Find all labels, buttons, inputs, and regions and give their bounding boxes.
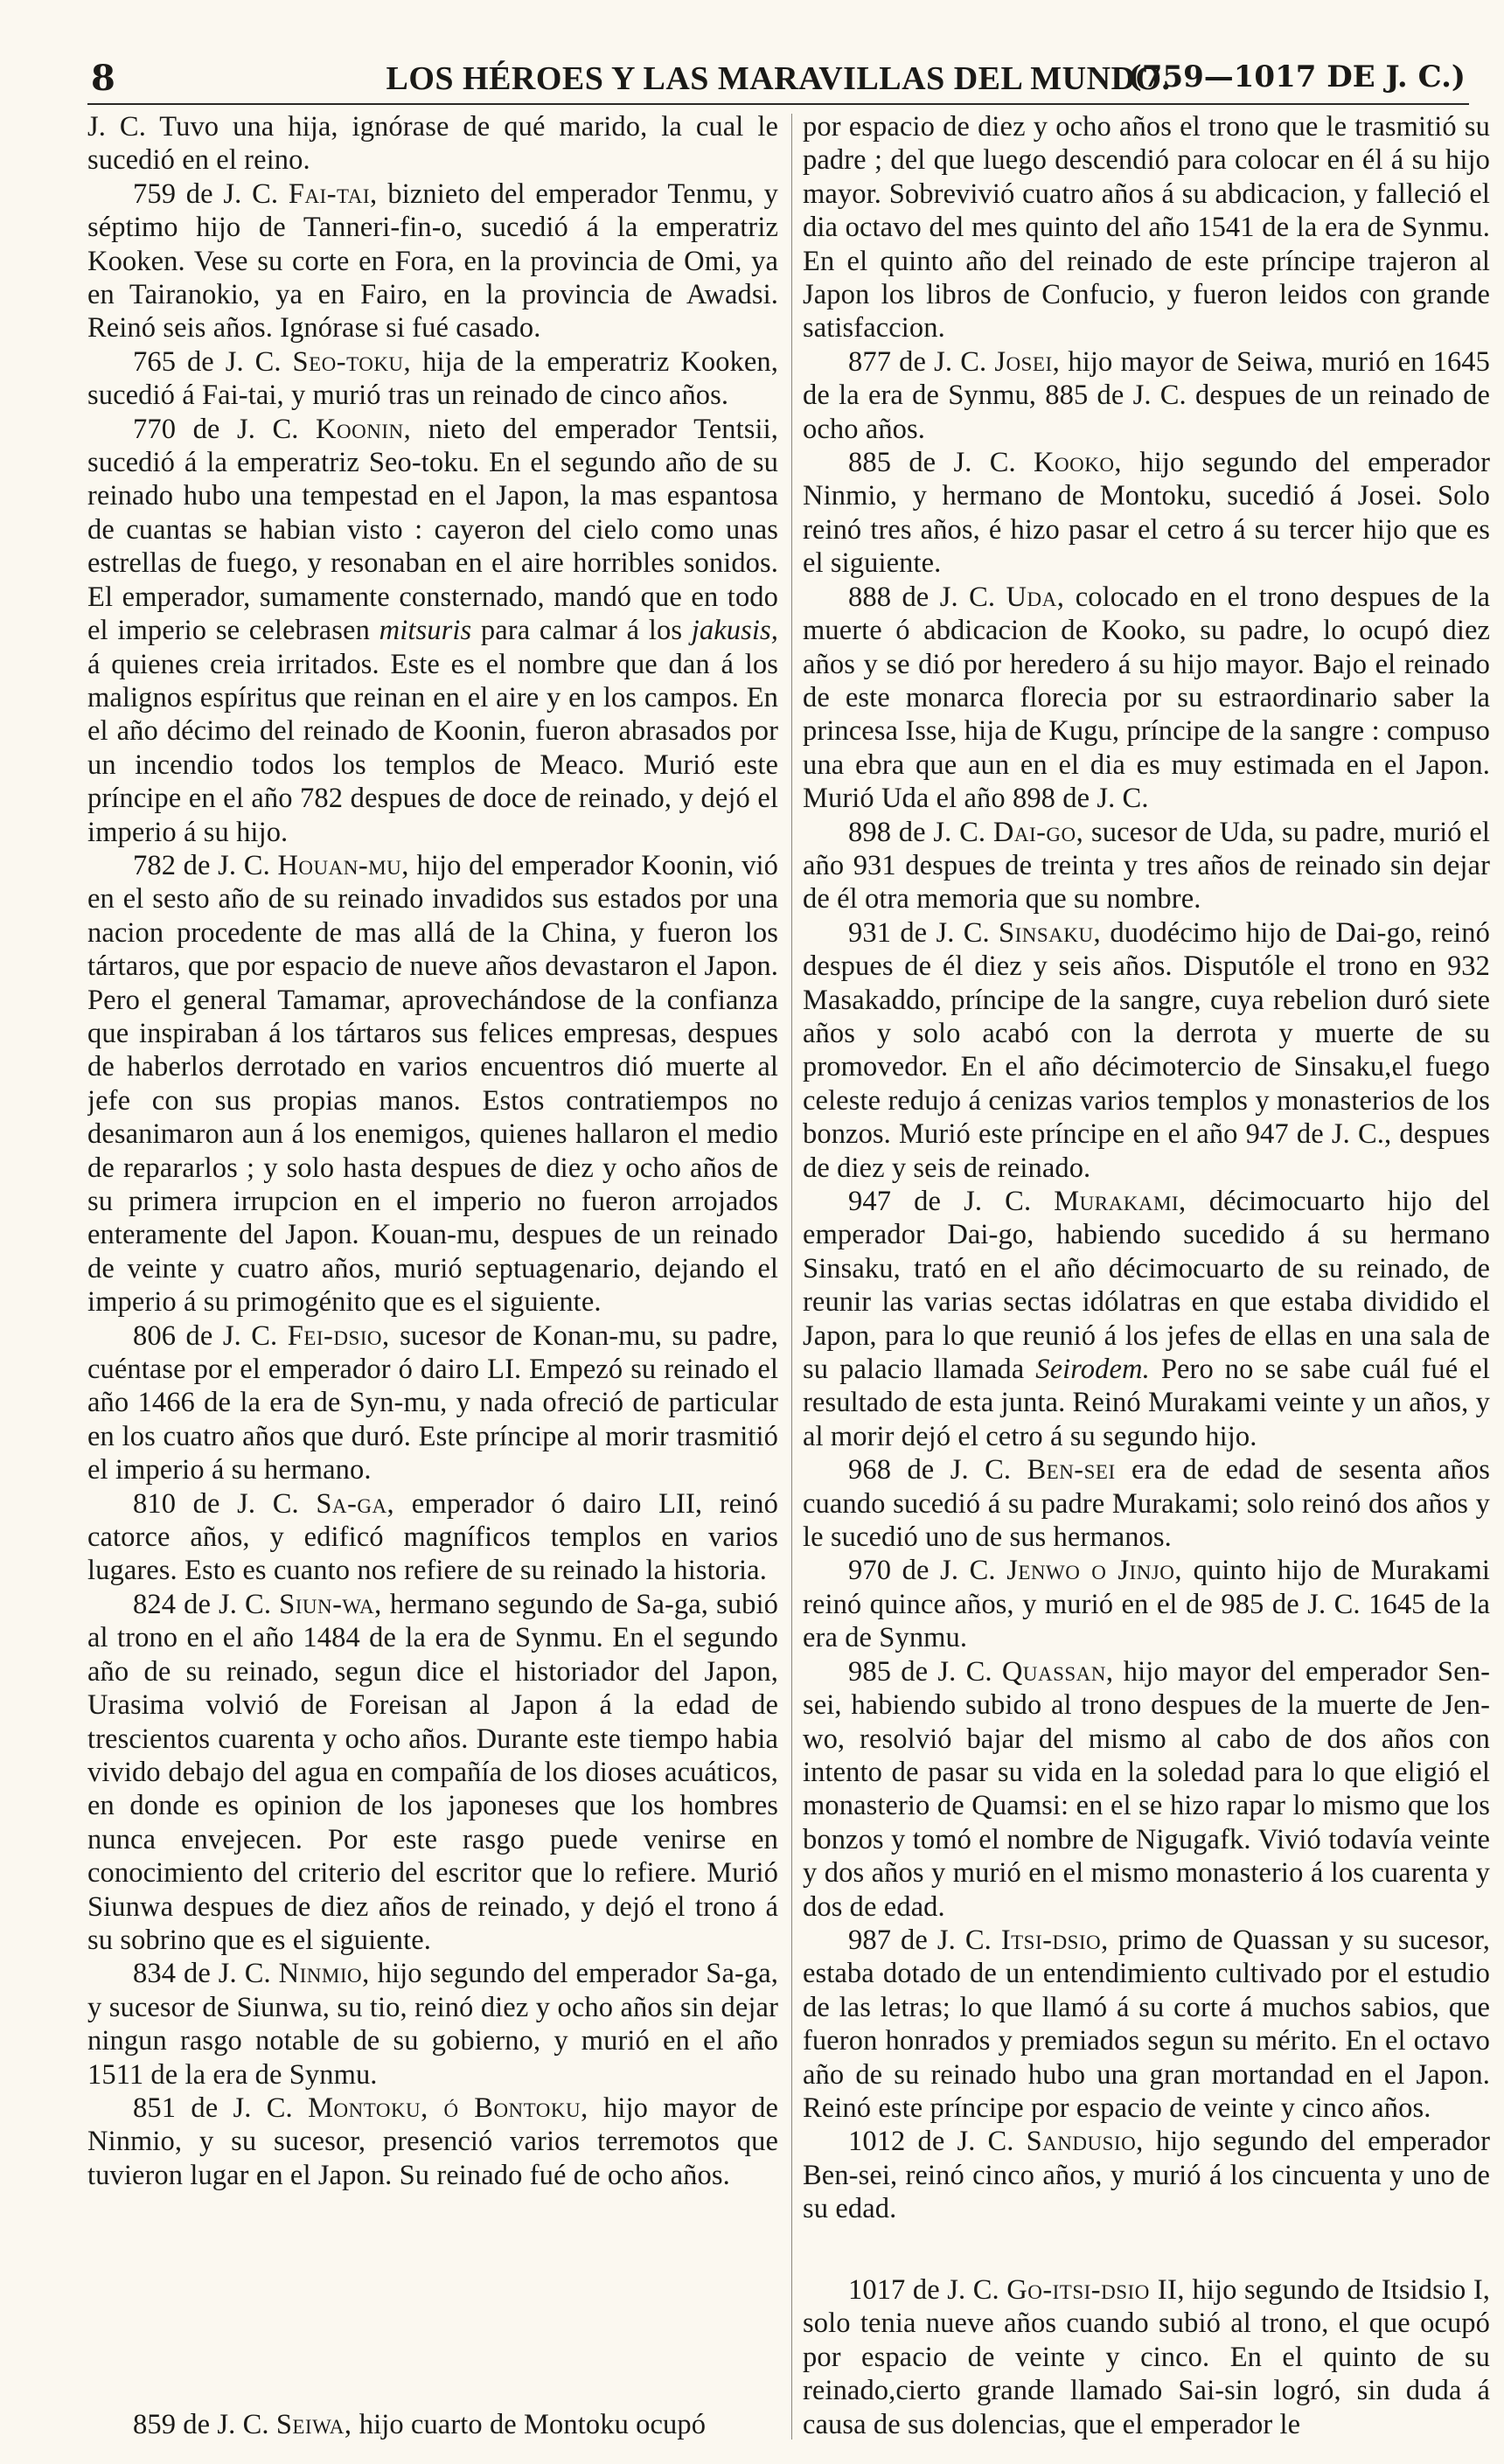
left-column [87, 110, 778, 2454]
paragraph: por espacio de diez y ocho años el trono que le trasmitió su padre ; del que luego descendió para colocar en él á su hijo mayor. Sobrevivió cuatro años á su abdicacion, y falleció el dia octavo del mes quinto del año 1541 de la era de Synmu. En el quinto año del reinado de este príncipe trajeron al Japon los libros de Confucio, y fueron leidos con grande satisfaccion. [803, 111, 1490, 345]
paragraph: J. C. Tuvo una hija, ignórase de qué marido, la cual le sucedió en el reino. [87, 111, 778, 177]
page-number: 8 [91, 58, 115, 99]
entry-text: á quienes creia irritados. Este es el nombre que dan á los malignos espíritus que reinan en el aire y en los campos. En el año décimo del reinado de Koonin, fueron abrasados por un incendio todos los templos de Meaco. Murió este príncipe en el año 782 despues de doce de reinado, y dejó el imperio á su hijo. [87, 648, 778, 848]
entry-text: hijo mayor del emperador Sen-sei, habiendo subido al trono despues de la muerte de Jen-wo, resolvió bajar del mismo al cabo de dos años con intento de pasar su vida en la soledad para lo que eligió el monasterio de Quamsi: en el se hizo rapar lo mismo que los bonzos y tomó el nombre de Nigugafk. Vivió todavía veinte y dos años y murió en el mismo monasterio á los cuarenta y dos de edad. [803, 1655, 1490, 1923]
entry-josei [803, 345, 1490, 446]
italic-term: jakusis, [691, 615, 778, 647]
emperor-name: Itsi-dsio, [1000, 1924, 1109, 1956]
entry-siun-wa [87, 1588, 778, 1957]
emperor-name: Go-itsi-dsio II, [1006, 2273, 1185, 2306]
entry-ninmio [87, 1957, 778, 2092]
entry-sandusio [803, 2125, 1490, 2225]
emperor-name: Fei-dsio, [287, 1319, 390, 1352]
entry-date: 877 de J. C. [848, 345, 987, 378]
running-title: LOS HÉROES Y LAS MARAVILLAS DEL MUNDO. [386, 60, 1171, 97]
entry-date: 1017 de J. C. [848, 2273, 999, 2306]
entry-date: 888 de J. C. [848, 581, 996, 613]
entry-sa-ga [87, 1487, 778, 1588]
entry-sinsaku [803, 916, 1490, 1185]
entry-quassan [803, 1655, 1490, 1924]
entry-date: 987 de J. C. [848, 1924, 992, 1956]
entry-text: hijo segundo del emperador Sa-ga, y sucesor de Siunwa, su tio, reinó diez y ocho años sin dejar ningun rasgo notable de su gobierno, y murió en el año 1511 de la era de Synmu. [87, 1958, 778, 2091]
entry-date: 970 de J. C. [848, 1555, 996, 1587]
entry-ben-sei [803, 1453, 1490, 1554]
entry-text: primo de Quassan y su sucesor, estaba dotado de un entendimiento cultivado por el estudio de las letras; lo que llamó á su corte á muchos sabios, que fueron honrados y premiados segun su mérito. En el octavo año de su reinado hubo una gran mortandad en el Japon. Reinó este príncipe por espacio de veinte y cinco años. [803, 1924, 1490, 2124]
entry-itsi-dsio [803, 1924, 1490, 2125]
entry-text: hija de la emperatriz Kooken, sucedió á Fai-tai, y murió tras un reinado de cinco años. [87, 345, 778, 412]
emperor-name: Uda, [1006, 581, 1065, 613]
entry-text: sucesor de Konan-mu, su padre, cuéntase por el emperador ó dairo LI. Empezó su reinado el año 1466 de la era de Syn-mu, y nada ofreció de particular en los cuatro años que duró. Este príncipe al morir trasmitió el imperio á su hermano. [87, 1319, 778, 1486]
entry-date: 770 de J. C. [133, 413, 299, 445]
entry-seo-toku [87, 345, 778, 413]
emperor-name: Sa-ga, [316, 1487, 395, 1520]
entry-date: 985 de J. C. [848, 1655, 992, 1688]
emperor-name: Dai-go, [992, 816, 1084, 848]
entry-kooko [803, 446, 1490, 581]
entry-date: 859 de J. C. [133, 2408, 269, 2440]
entry-text: hijo mayor de Seiwa, murió en 1645 de la era de Synmu, 885 de J. C. despues de un reinado de ocho años. [803, 345, 1490, 445]
entry-date: 885 de J. C. [848, 447, 1016, 479]
entry-text: nieto del emperador Tentsii, sucedió á la emperatriz Seo-toku. En el segundo año de su reinado hubo una tempestad en el Japon, la mas espantosa de cuantas se habian visto : cayeron del cielo como unas estrellas de fuego, y resonaban en el aire horribles sonidos. El emperador, sumamente consternado, mandó que en todo el imperio se celebrasen [87, 413, 778, 647]
entry-text: hijo segundo de Itsidsio I, solo tenia nueve años cuando subió al trono, el que ocupó por espacio de veinte y cinco. En el quinto de su reinado,cierto grande llamado Sai-sin logró, sin duda á causa de sus dolencias, que el emperador le [803, 2273, 1490, 2440]
entry-murakami [803, 1185, 1490, 1453]
entry-text: sucesor de Uda, su padre, murió el año 931 despues de treinta y tres años de reinado sin dejar de él otra memoria que su nombre. [803, 816, 1490, 915]
emperor-name: Josei, [994, 345, 1061, 378]
emperor-name: Fai-tai, [288, 177, 378, 210]
emperor-name: Koonin, [316, 413, 412, 445]
emperor-name: Jenwo o Jinjo, [1006, 1555, 1182, 1587]
emperor-name: Siun-wa, [279, 1588, 382, 1620]
entry-text: emperador ó dairo LII, reinó catorce años, y edificó magníficos templos en varios lugares. Esto es cuanto nos refiere de su reinado la historia. [87, 1487, 778, 1587]
emperor-name: Sinsaku, [999, 916, 1102, 949]
entry-text: biznieto del emperador Tenmu, y séptimo hijo de Tanneri-fin-o, sucedió á la emperatriz Kooken. Vese su corte en Fora, en la provincia de Omi, ya en Tairanokio, ya en Fairo, en la provincia de Awadsi. Reinó seis años. Ignórase si fué casado. [87, 177, 778, 345]
entry-text: hijo mayor de Ninmio, y su sucesor, presenció varios terremotos que tuvieron lugar en el Japon. Su reinado fué de ocho años. [87, 2092, 778, 2191]
entry-text: era de edad de sesenta años cuando sucedió á su padre Murakami; solo reinó dos años y le sucedió uno de sus hermanos. [803, 1454, 1490, 1554]
entry-date: 947 de J. C. [848, 1186, 1032, 1217]
entry-date: 851 de J. C. [133, 2092, 293, 2124]
entry-date: 759 de J. C. [133, 177, 279, 210]
entry-text: para calmar á los [480, 615, 683, 647]
entry-text: colocado en el trono despues de la muerte ó abdicacion de Kooko, su padre, lo ocupó diez años y se dió por heredero á su hijo mayor. Bajo el reinado de este monarca florecia por su estraordinario saber la princesa Isse, hija de Kugu, príncipe de la sangre : compuso una ebra que aun en el dia es muy estimada en el Japon. Murió Uda el año 898 de J. C. [803, 581, 1490, 815]
emperor-name: Ben-sei [1027, 1454, 1116, 1486]
emperor-name: Murakami, [1054, 1186, 1187, 1217]
column-divider [791, 114, 792, 2440]
emperor-name: Sandusio, [1026, 2126, 1144, 2158]
entry-date: 898 de J. C. [848, 816, 986, 848]
entry-go-itsi-dsio [803, 2273, 1490, 2441]
entry-text: décimocuarto hijo del emperador Dai-go, habiendo sucedido á su hermano Sinsaku, trató en el año décimocuarto de su reinado, de reunir las varias sectas idólatras en que estaba dividido el Japon, para lo que reunió á los jefes de ellas en una sala de su palacio llamada [803, 1186, 1490, 1386]
entry-date: 834 de J. C. [133, 1958, 271, 1990]
running-header [87, 54, 1469, 105]
entry-date: 931 de J. C. [848, 916, 990, 949]
italic-term: mitsuris [379, 615, 472, 647]
entry-text: hermano segundo de Sa-ga, subió al trono en el año 1484 de la era de Synmu. En el segundo año de su reinado, segun dice el historiador del Japon, Urasima volvió de Foreisan al Japon á la edad de trescientos cuarenta y ocho años. Durante este tiempo habia vivido debajo del agua en compañía de los dioses acuáticos, en donde es opinion de los japoneses que los hombres nunca envejecen. Por este rasgo puede venirse en conocimiento del criterio del escritor que lo refiere. Murió Siunwa despues de diez años de reinado, y dejó el trono á su sobrino que es el siguiente. [87, 1588, 778, 1956]
entry-date: 824 de J. C. [133, 1588, 272, 1620]
emperor-name: Seo-toku, [292, 345, 412, 378]
entry-dai-go [803, 816, 1490, 916]
entry-text: hijo segundo del emperador Ben-sei, reinó cinco años, y murió á los cincuenta y uno de su edad. [803, 2126, 1490, 2225]
entry-text: hijo segundo del emperador Ninmio, y hermano de Montoku, sucedió á Josei. Solo reinó tres años, é hizo pasar el cetro á su tercer hijo que es el siguiente. [803, 447, 1490, 580]
entry-seiwa [87, 2408, 706, 2441]
entry-text: hijo cuarto de Montoku ocupó [359, 2408, 707, 2440]
emperor-name: Houan-mu, [277, 849, 409, 881]
emperor-name: Seiwa, [275, 2408, 352, 2440]
right-column [803, 110, 1490, 2454]
entry-jenwo [803, 1554, 1490, 1654]
entry-text: hijo del emperador Koonin, vió en el sesto año de su reinado invadidos sus estados por una nacion procedente de mas allá de la China, y fueron los tártaros, que por espacio de nueve años devastaron el Japon. Pero el general Tamamar, aprovechándose de la confianza que inspiraban á los tártaros sus felices empresas, despues de haberlos derrotado en varios encuentros dió muerte al jefe con sus propias manos. Estos contratiempos no desanimaron aun á los enemigos, quienes hallaron el medio de repararlos ; y solo hasta despues de diez y ocho años de su primera irrupcion en el imperio no fueron arrojados enteramente del Japon. Kouan-mu, despues de un reinado de veinte y cuatro años, murió septuagenario, dejando el imperio á su primogénito que es el siguiente. [87, 849, 778, 1319]
entry-date: 1012 de J. C. [848, 2126, 1014, 2158]
entry-fai-tai [87, 177, 778, 345]
entry-text: Pero no se sabe cuál fué el resultado de esta junta. Reinó Murakami veinte y un años, y al morir dejó el cetro á su segundo hijo. [803, 1354, 1490, 1452]
entry-text: quinto hijo de Murakami reinó quince años, y murió en el de 985 de J. C. 1645 de la era de Synmu. [803, 1555, 1490, 1654]
entry-text: duodécimo hijo de Dai-go, reinó despues de él diez y seis años. Disputóle el trono en 932 Masakaddo, príncipe de la sangre, cuya rebelion duró siete años y solo acabó con la derrota y muerte de su promovedor. En el año décimotercio de Sinsaku,el fuego celeste redujo á cenizas varios templos y monasterios de los bonzos. Murió este príncipe en el año 947 de J. C., despues de diez y seis de reinado. [803, 916, 1490, 1184]
emperor-name: Quassan, [1001, 1655, 1114, 1688]
emperor-name: Kooko, [1034, 447, 1123, 479]
date-range: (759—1017 DE J. C.) [1127, 59, 1466, 94]
entry-date: 810 de J. C. [133, 1487, 299, 1520]
entry-date: 765 de J. C. [133, 345, 282, 378]
entry-koonin [87, 413, 778, 849]
entry-montoku [87, 2092, 778, 2192]
entry-houan-mu [87, 849, 778, 1319]
entry-date: 968 de J. C. [848, 1454, 1012, 1486]
emperor-name: Ninmio, [278, 1958, 370, 1990]
entry-date: 806 de J. C. [133, 1319, 278, 1352]
emperor-name: Montoku, ó Bontoku, [308, 2092, 588, 2124]
entry-uda [803, 581, 1490, 816]
entry-date: 782 de J. C. [133, 849, 270, 881]
italic-term: Seirodem. [1035, 1354, 1150, 1386]
entry-fei-dsio [87, 1319, 778, 1487]
